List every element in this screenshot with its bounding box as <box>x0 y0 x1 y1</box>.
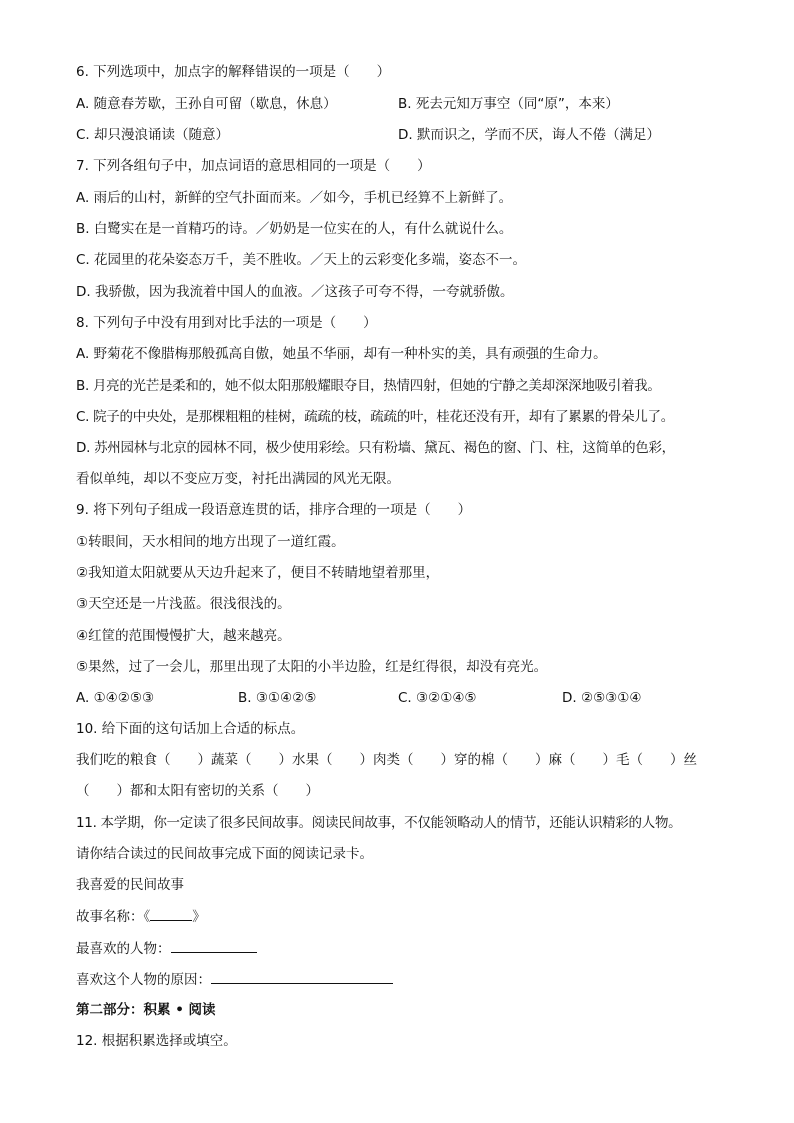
q9-sentence-4: ④红筐的范围慢慢扩大，越来越亮。 <box>76 628 291 644</box>
q9-sentence-2: ②我知道太阳就要从天边升起来了，便目不转睛地望着那里， <box>76 565 440 581</box>
reading-card-title: 我喜爱的民间故事 <box>76 877 184 893</box>
q7-option-c: C. 花园里的花朵姿态万千，美不胜收。／天上的云彩变化多端，姿态不一。 <box>76 252 527 268</box>
favorite-character-label: 最喜欢的人物： <box>76 941 171 957</box>
favorite-character-blank[interactable] <box>171 938 257 953</box>
q8-option-a: A. 野菊花不像腊梅那般孤高自傲，她虽不华丽，却有一种朴实的美，具有顽强的生命力。 <box>76 346 607 362</box>
q9-option-c: C. ③②①④⑤ <box>398 690 477 706</box>
q8-option-c: C. 院子的中央处，是那棵粗粗的桂树，疏疏的枝，疏疏的叶，桂花还没有开，却有了累累的骨朵儿了。 <box>76 409 674 425</box>
story-name-close: 》 <box>192 909 206 925</box>
q8-option-b: B. 月亮的光芒是柔和的，她不似太阳那般耀眼夺目，热情四射，但她的宁静之美却深深地吸引着我。 <box>76 378 661 394</box>
q11-stem-line1: 11. 本学期，你一定读了很多民间故事。阅读民间故事，不仅能领略动人的情节，还能认识精彩的人物。 <box>76 815 682 831</box>
reason-row <box>76 969 393 990</box>
q7-option-b: B. 白鹭实在是一首精巧的诗。／奶奶是一位实在的人，有什么就说什么。 <box>76 221 513 237</box>
q9-sentence-3: ③天空还是一片浅蓝。很浅很浅的。 <box>76 596 291 612</box>
q9-sentence-5: ⑤果然，过了一会儿，那里出现了太阳的小半边脸，红是红得很，却没有亮光。 <box>76 659 548 675</box>
q9-sentence-1: ①转眼间，天水相间的地方出现了一道红霞。 <box>76 534 345 550</box>
q9-option-a: A. ①④②⑤③ <box>76 690 155 706</box>
story-name-blank[interactable] <box>150 906 192 921</box>
q7-stem: 7. 下列各组句子中，加点词语的意思相同的一项是（ ） <box>76 158 431 174</box>
q6-option-d: D. 默而识之，学而不厌，诲人不倦（满足） <box>398 127 660 143</box>
q8-stem: 8. 下列句子中没有用到对比手法的一项是（ ） <box>76 315 377 331</box>
q8-option-d-line2: 看似单纯，却以不变应万变，衬托出满园的风光无限。 <box>76 471 400 487</box>
q10-sentence-line2: （ ）都和太阳有密切的关系（ ） <box>76 783 319 799</box>
q7-option-a: A. 雨后的山村，新鲜的空气扑面而来。／如今，手机已经算不上新鲜了。 <box>76 190 513 206</box>
story-name-row <box>76 906 206 927</box>
reason-label: 喜欢这个人物的原因： <box>76 972 211 988</box>
q10-sentence-line1: 我们吃的粮食（ ）蔬菜（ ）水果（ ）肉类（ ）穿的棉（ ）麻（ ）毛（ ）丝 <box>76 752 697 768</box>
q6-option-c: C. 却只漫浪诵读（随意） <box>76 127 230 143</box>
q9-stem: 9. 将下列句子组成一段语意连贯的话，排序合理的一项是（ ） <box>76 502 472 518</box>
reason-blank[interactable] <box>211 969 393 984</box>
q10-stem: 10. 给下面的这句话加上合适的标点。 <box>76 721 305 737</box>
section-heading: 第二部分：积累 • 阅读 <box>76 1002 216 1018</box>
q6-stem: 6. 下列选项中，加点字的解释错误的一项是（ ） <box>76 64 391 80</box>
q9-option-d: D. ②⑤③①④ <box>562 690 642 706</box>
q11-stem-line2: 请你结合读过的民间故事完成下面的阅读记录卡。 <box>76 846 373 862</box>
q6-option-b: B. 死去元知万事空（同“原”，本来） <box>398 96 619 112</box>
q9-option-b: B. ③①④②⑤ <box>238 690 317 706</box>
q12-stem: 12. 根据积累选择或填空。 <box>76 1033 237 1049</box>
q7-option-d: D. 我骄傲，因为我流着中国人的血液。／这孩子可夸不得，一夸就骄傲。 <box>76 284 514 300</box>
story-name-label: 故事名称：《 <box>76 909 151 925</box>
q8-option-d-line1: D. 苏州园林与北京的园林不同，极少使用彩绘。只有粉墙、黛瓦、褐色的窗、门、柱，这简单的色彩， <box>76 440 675 456</box>
favorite-character-row <box>76 938 257 959</box>
q6-option-a: A. 随意春芳歇，王孙自可留（歇息，休息） <box>76 96 337 112</box>
